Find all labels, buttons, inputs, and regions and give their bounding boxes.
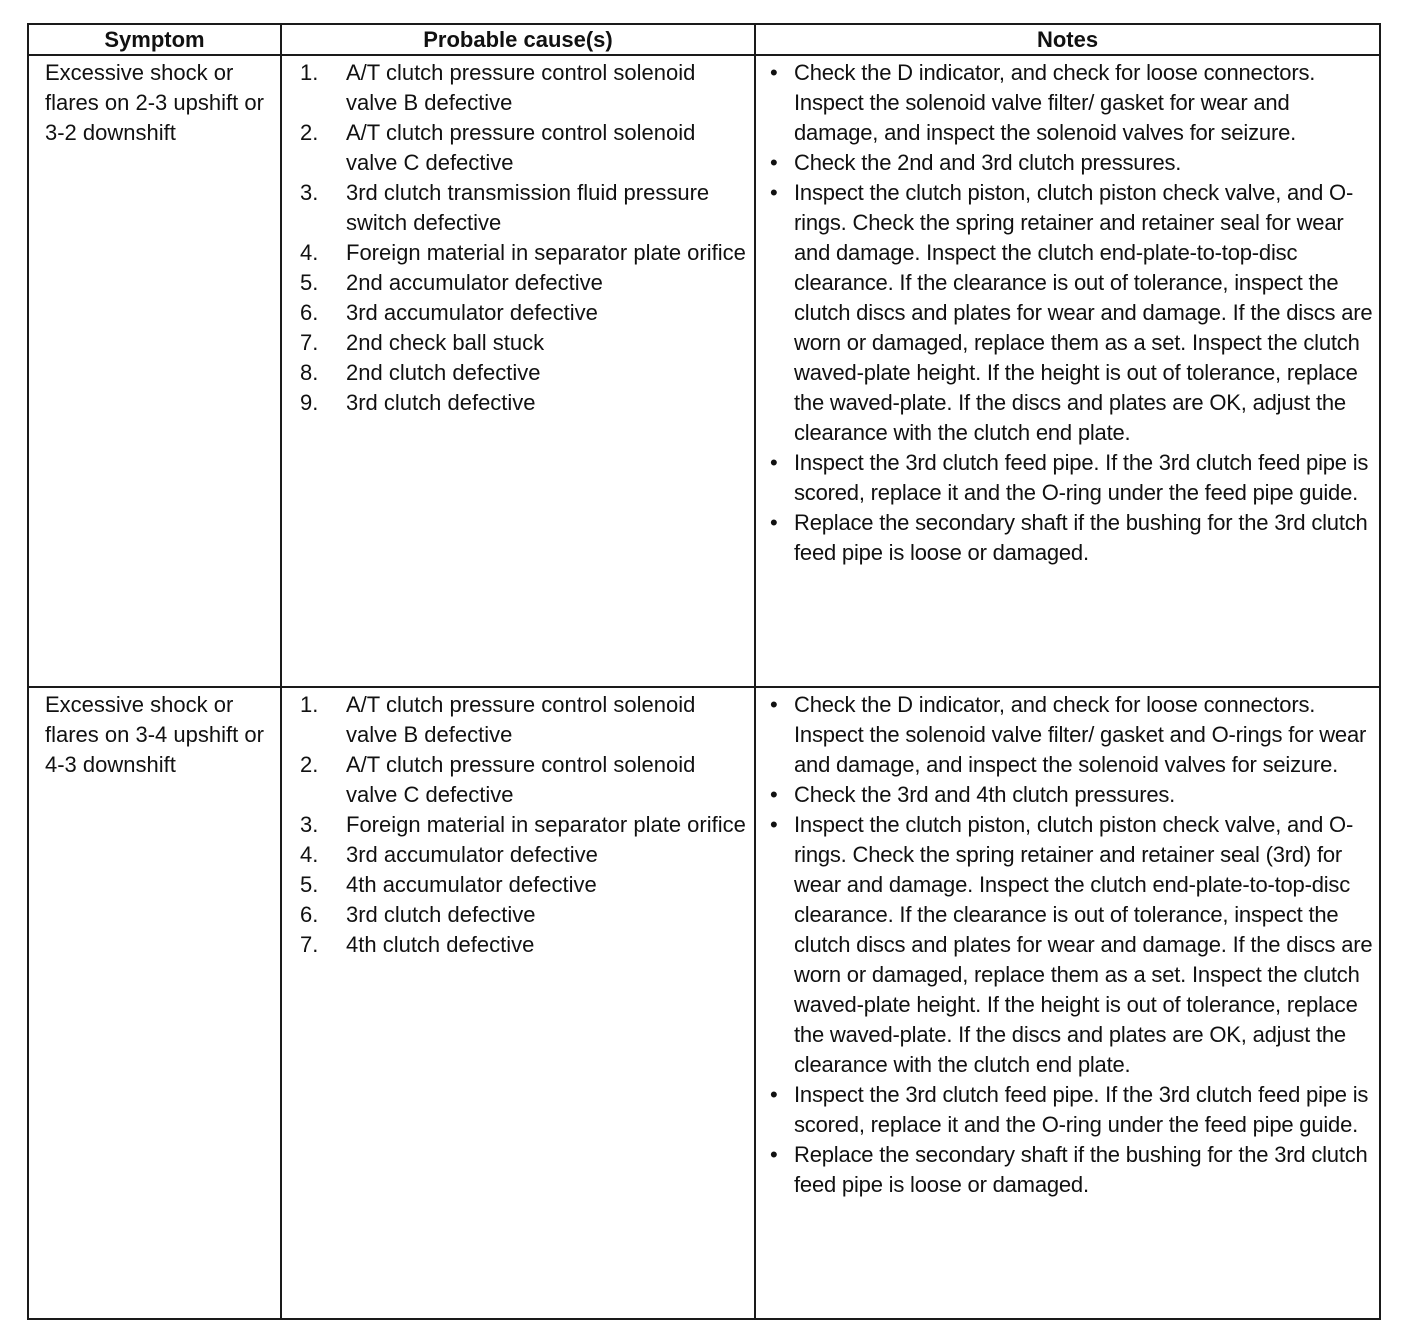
bullet-icon: • — [770, 812, 778, 837]
cause-item — [300, 388, 748, 418]
cause-text: Foreign material in separator plate orifice — [346, 240, 746, 265]
note-text: Check the 2nd and 3rd clutch pressures. — [794, 150, 1182, 175]
cause-item — [300, 178, 748, 238]
bullet-icon: • — [770, 1142, 778, 1167]
cause-item — [300, 930, 748, 960]
note-text: Check the D indicator, and check for loose connectors. Inspect the solenoid valve filter/ gasket and O-rings for wear and damage, and inspect the solenoid valves for seizure. — [794, 692, 1367, 777]
cause-item — [300, 118, 748, 178]
cause-text: A/T clutch pressure control solenoid valve C defective — [346, 120, 696, 175]
cause-item — [300, 58, 748, 118]
bullet-icon: • — [770, 180, 778, 205]
header-row — [28, 24, 1380, 55]
note-item — [770, 1080, 1375, 1140]
cause-number: 8. — [300, 360, 319, 385]
cause-item — [300, 268, 748, 298]
note-item — [770, 58, 1375, 148]
notes-cell — [755, 687, 1380, 1319]
bullet-icon: • — [770, 60, 778, 85]
table-row — [28, 687, 1380, 1319]
symptom-cell: Excessive shock or flares on 2-3 upshift or 3-2 downshift — [28, 55, 281, 687]
cause-text: A/T clutch pressure control solenoid valve B defective — [346, 60, 696, 115]
cause-number: 2. — [300, 752, 319, 777]
note-item — [770, 1140, 1375, 1200]
cause-text: 3rd clutch defective — [346, 390, 536, 415]
cause-text: A/T clutch pressure control solenoid valve B defective — [346, 692, 696, 747]
note-text: Inspect the clutch piston, clutch piston check valve, and O-rings. Check the spring retainer and retainer seal (3rd) for wear and damage. Inspect the clutch end-plate-to-top-disc clearance. If the clearance is out of tolerance, inspect the clutch discs and plates for wear and damage. If the discs are worn or damaged, replace them as a set. Inspect the clutch waved-plate height. If the height is out of tolerance, replace the waved-plate. If the discs and plates are OK, adjust the clearance with the clutch end plate. — [794, 812, 1373, 1077]
header-probable-cause: Probable cause(s) — [281, 24, 755, 55]
note-item — [770, 780, 1375, 810]
cause-item — [300, 238, 748, 268]
cause-text: 2nd accumulator defective — [346, 270, 603, 295]
note-item — [770, 810, 1375, 1080]
note-text: Check the D indicator, and check for loose connectors. Inspect the solenoid valve filter/ gasket for wear and damage, and inspect the solenoid valves for seizure. — [794, 60, 1316, 145]
note-text: Inspect the 3rd clutch feed pipe. If the 3rd clutch feed pipe is scored, replace it and the O-ring under the feed pipe guide. — [794, 1082, 1369, 1137]
cause-item — [300, 690, 748, 750]
note-text: Check the 3rd and 4th clutch pressures. — [794, 782, 1176, 807]
cause-item — [300, 750, 748, 810]
cause-text: Foreign material in separator plate orifice — [346, 812, 746, 837]
bullet-icon: • — [770, 450, 778, 475]
cause-number: 9. — [300, 390, 319, 415]
note-text: Replace the secondary shaft if the bushing for the 3rd clutch feed pipe is loose or damaged. — [794, 510, 1368, 565]
cause-number: 4. — [300, 240, 319, 265]
note-item — [770, 690, 1375, 780]
note-item — [770, 178, 1375, 448]
cause-item — [300, 328, 748, 358]
bullet-icon: • — [770, 692, 778, 717]
note-text: Replace the secondary shaft if the bushing for the 3rd clutch feed pipe is loose or damaged. — [794, 1142, 1368, 1197]
bullet-icon: • — [770, 150, 778, 175]
cause-text: 2nd check ball stuck — [346, 330, 545, 355]
bullet-icon: • — [770, 1082, 778, 1107]
cause-item — [300, 810, 748, 840]
cause-number: 1. — [300, 60, 319, 85]
cause-item — [300, 298, 748, 328]
symptom-cell: Excessive shock or flares on 3-4 upshift or 4-3 downshift — [28, 687, 281, 1319]
note-item — [770, 508, 1375, 568]
note-item — [770, 448, 1375, 508]
causes-cell — [281, 55, 755, 687]
cause-item — [300, 900, 748, 930]
cause-text: 3rd clutch transmission fluid pressure switch defective — [346, 180, 710, 235]
cause-number: 5. — [300, 872, 319, 897]
cause-text: 3rd accumulator defective — [346, 300, 598, 325]
troubleshooting-table — [27, 23, 1381, 1320]
note-item — [770, 148, 1375, 178]
cause-number: 7. — [300, 932, 319, 957]
cause-item — [300, 870, 748, 900]
cause-text: 2nd clutch defective — [346, 360, 541, 385]
cause-number: 3. — [300, 180, 319, 205]
bullet-icon: • — [770, 510, 778, 535]
cause-number: 4. — [300, 842, 319, 867]
cause-number: 6. — [300, 902, 319, 927]
cause-number: 2. — [300, 120, 319, 145]
note-text: Inspect the 3rd clutch feed pipe. If the 3rd clutch feed pipe is scored, replace it and the O-ring under the feed pipe guide. — [794, 450, 1369, 505]
cause-item — [300, 840, 748, 870]
cause-item — [300, 358, 748, 388]
cause-text: A/T clutch pressure control solenoid valve C defective — [346, 752, 696, 807]
table-row — [28, 55, 1380, 687]
cause-number: 7. — [300, 330, 319, 355]
cause-number: 6. — [300, 300, 319, 325]
cause-number: 1. — [300, 692, 319, 717]
cause-text: 4th clutch defective — [346, 932, 535, 957]
header-notes: Notes — [755, 24, 1380, 55]
bullet-icon: • — [770, 782, 778, 807]
cause-number: 3. — [300, 812, 319, 837]
cause-text: 3rd accumulator defective — [346, 842, 598, 867]
cause-text: 3rd clutch defective — [346, 902, 536, 927]
cause-number: 5. — [300, 270, 319, 295]
notes-cell — [755, 55, 1380, 687]
note-text: Inspect the clutch piston, clutch piston check valve, and O-rings. Check the spring retainer and retainer seal for wear and damage. Inspect the clutch end-plate-to-top-disc clearance. If the clearance is out of tolerance, inspect the clutch discs and plates for wear and damage. If the discs are worn or damaged, replace them as a set. Inspect the clutch waved-plate height. If the height is out of tolerance, replace the waved-plate. If the discs and plates are OK, adjust the clearance with the clutch end plate. — [794, 180, 1373, 445]
cause-text: 4th accumulator defective — [346, 872, 597, 897]
causes-cell — [281, 687, 755, 1319]
header-symptom: Symptom — [28, 24, 281, 55]
